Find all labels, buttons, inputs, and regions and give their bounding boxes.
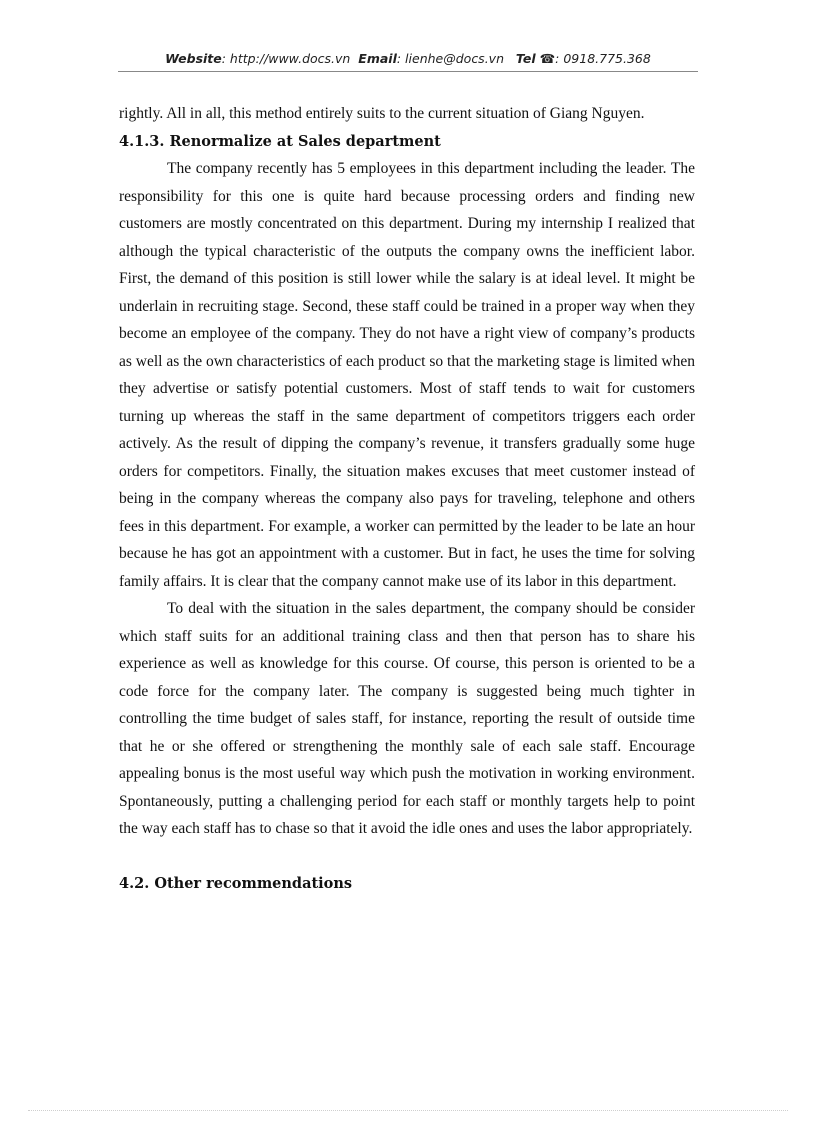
spacer [119,843,695,870]
website-label: Website [165,51,222,66]
section-heading-4-2: 4.2. Other recommendations [119,874,353,892]
email-address[interactable]: : lienhe@docs.vn [396,51,504,66]
website-url[interactable]: : http://www.docs.vn [221,51,351,66]
tel-label: Tel [515,51,536,66]
page-header [118,50,698,68]
intro-paragraph: rightly. All in all, this method entirely suits to the current situation of Giang Nguyen. [119,105,645,122]
body-paragraph-1: The company recently has 5 employees in this department including the leader. The responsibility for this one is quite hard because processing orders and finding new customers are mostly concentrated on this department. During my internship I realized that although the typical characteristic of the outputs the company owns the inefficient labor. First, the demand of this position is still lower while the salary is at ideal level. It might be underlain in recruiting stage. Second, these staff could be trained in a proper way when they become an employee of the company. They do not have a right view of company’s products as well as the own characteristics of each product so that the marketing stage is limited when they advertise or satisfy potential customers. Most of staff tends to wait for customers turning up whereas the staff in the same department of competitors triggers each order actively. As the result of dipping the company’s revenue, it transfers gradually some huge orders for competitors. Finally, the situation makes excuses that meet customer instead of being in the company whereas the company also pays for traveling, telephone and others fees in this department. For example, a worker can permitted by the leader to be late an hour because he has got an appointment with a customer. But in fact, he uses the time for solving family affairs. It is clear that the company cannot make use of its labor in this department. [119,160,695,590]
document-body [119,100,695,897]
phone-icon: ☎ [539,51,556,66]
email-label: Email [358,51,397,66]
section-heading-4-1-3: 4.1.3. Renormalize at Sales department [119,132,441,150]
body-paragraph-2: To deal with the situation in the sales department, the company should be consider which staff suits for an additional training class and then that person has to share his experience as well as knowledge for this course. Of course, this person is oriented to be a code force for the company later. The company is suggested being much tighter in controlling the time budget of sales staff, for instance, reporting the result of outside time that he or she offered or strengthening the monthly sale of each sale staff. Encourage appealing bonus is the most useful way which push the motivation in working environment. Spontaneously, putting a challenging period for each staff or monthly targets help to point the way each staff has to chase so that it avoid the idle ones and uses the labor appropriately. [119,600,695,837]
header-divider [118,71,698,72]
tel-number: : 0918.775.368 [555,51,651,66]
footer-divider [28,1110,788,1111]
